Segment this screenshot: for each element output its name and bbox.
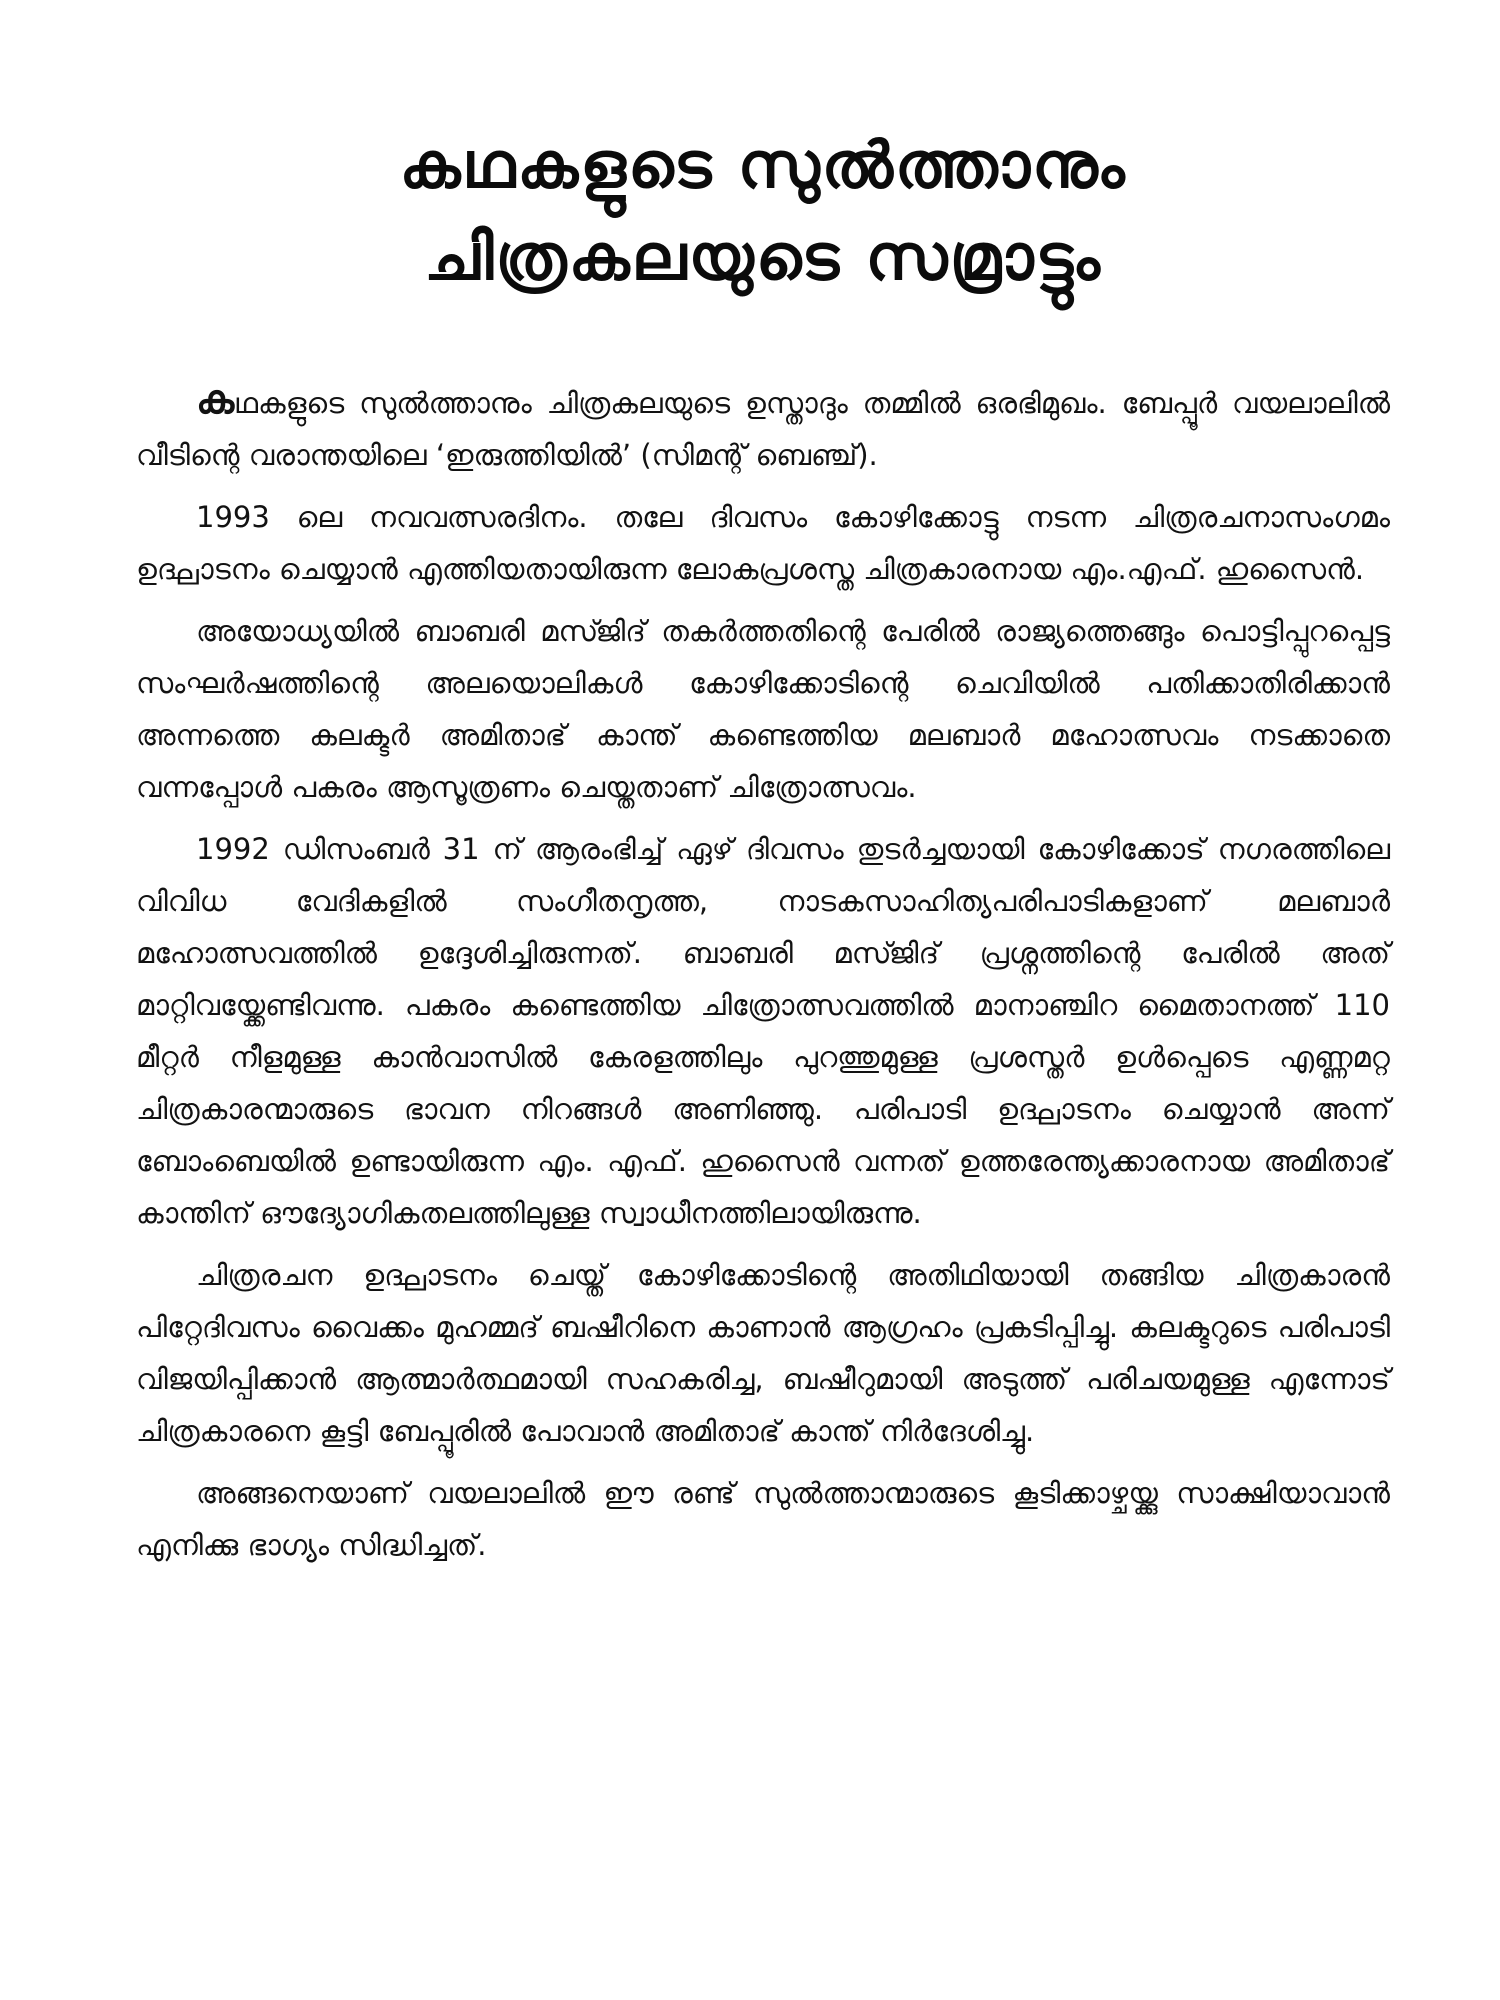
paragraph-1-text: ഥകളുടെ സുൽത്താനും ചിത്രകലയുടെ ഉസ്താദും തമ്മിൽ ഒരഭിമുഖം. ബേപ്പൂർ വയലാലിൽ വീടിന്റെ വരാന്തയിലെ ‘ഇരുത്തിയിൽ’ (സിമന്റ് ബെഞ്ച്). <box>136 386 1390 472</box>
title-line-2: ചിത്രകലയുടെ സമ്രാട്ടും <box>424 221 1102 295</box>
paragraph-1 <box>136 374 1390 481</box>
paragraph-5: ചിത്രരചന ഉദ്ഘാടനം ചെയ്ത് കോഴിക്കോടിന്റെ അതിഥിയായി തങ്ങിയ ചിത്രകാരൻ പിറ്റേദിവസം വൈക്കം മുഹമ്മദ് ബഷീറിനെ കാണാൻ ആഗ്രഹം പ്രകടിപ്പിച്ചു. കലക്ടറുടെ പരിപാടി വിജയിപ്പിക്കാൻ ആത്മാർത്ഥമായി സഹകരിച്ച, ബഷീറുമായി അടുത്ത് പരിചയമുള്ള എന്നോട് ചിത്രകാരനെ കൂട്ടി ബേപ്പൂരിൽ പോവാൻ അമിതാഭ് കാന്ത് നിർദേശിച്ചു. <box>136 1258 1390 1448</box>
paragraph-4: 1992 ഡിസംബർ 31 ന് ആരംഭിച്ച് ഏഴ് ദിവസം തുടർച്ചയായി കോഴിക്കോട് നഗരത്തിലെ വിവിധ വേദികളിൽ സംഗീതനൃത്ത, നാടകസാഹിത്യപരിപാടികളാണ് മലബാർ മഹോത്സവത്തിൽ ഉദ്ദേശിച്ചിരുന്നത്. ബാബരി മസ്ജിദ് പ്രശ്നത്തിന്റെ പേരിൽ അത് മാറ്റിവയ്ക്കേണ്ടിവന്നു. പകരം കണ്ടെത്തിയ ചിത്രോത്സവത്തിൽ മാനാഞ്ചിറ മൈതാനത്ത് 110 മീറ്റർ നീളമുള്ള കാൻവാസിൽ കേരളത്തിലും പുറത്തുമുള്ള പ്രശസ്തർ ഉൾപ്പെടെ എണ്ണമറ്റ ചിത്രകാരന്മാരുടെ ഭാവന നിറങ്ങൾ അണിഞ്ഞു. പരിപാടി ഉദ്ഘാടനം ചെയ്യാൻ അന്ന് ബോംബെയിൽ ഉണ്ടായിരുന്ന എം. എഫ്. ഹുസൈൻ വന്നത് ഉത്തരേന്ത്യക്കാരനായ അമിതാഭ് കാന്തിന് ഔദ്യോഗികതലത്തിലുള്ള സ്വാധീനത്തിലായിരുന്നു. <box>136 832 1390 1230</box>
title-line-1: കഥകളുടെ സുൽത്താനും <box>399 129 1127 203</box>
paragraph-2: 1993 ലെ നവവത്സരദിനം. തലേ ദിവസം കോഴിക്കോട്ടു നടന്ന ചിത്രരചനാസംഗമം ഉദ്ഘാടനം ചെയ്യാൻ എത്തിയതായിരുന്ന ലോകപ്രശസ്ത ചിത്രകാരനായ എം.എഫ്. ഹുസൈൻ. <box>136 500 1390 586</box>
paragraph-3: അയോധ്യയിൽ ബാബരി മസ്ജിദ് തകർത്തതിന്റെ പേരിൽ രാജ്യത്തെങ്ങും പൊട്ടിപ്പുറപ്പെട്ട സംഘർഷത്തിന്റെ അലയൊലികൾ കോഴിക്കോടിന്റെ ചെവിയിൽ പതിക്കാതിരിക്കാൻ അന്നത്തെ കലക്ടർ അമിതാഭ് കാന്ത് കണ്ടെത്തിയ മലബാർ മഹോത്സവം നടക്കാതെ വന്നപ്പോൾ പകരം ആസൂത്രണം ചെയ്തതാണ് ചിത്രോത്സവം. <box>136 614 1390 804</box>
article-body <box>136 374 1390 1571</box>
paragraph-1-lead-letter: ക <box>196 377 235 423</box>
paragraph-6: അങ്ങനെയാണ് വയലാലിൽ ഈ രണ്ട് സുൽത്താന്മാരുടെ കൂടിക്കാഴ്ചയ്ക്കു സാക്ഷിയാവാൻ എനിക്കു ഭാഗ്യം സിദ്ധിച്ചത്. <box>136 1476 1390 1562</box>
page-title <box>136 120 1390 304</box>
